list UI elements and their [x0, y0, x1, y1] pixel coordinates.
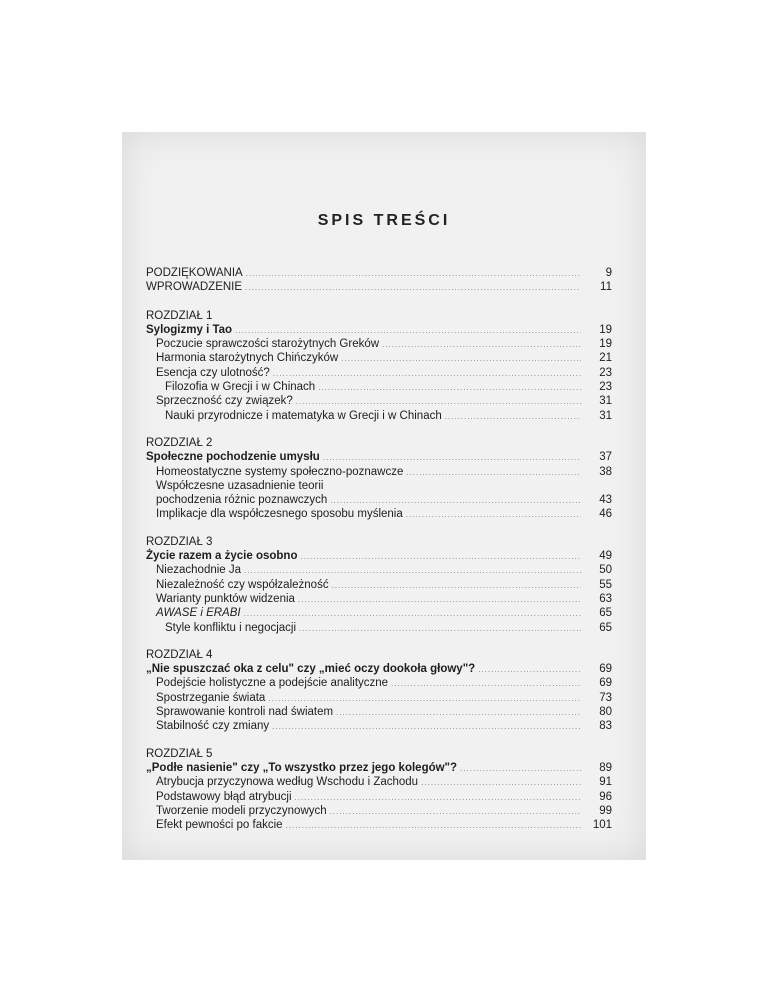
toc-entry-title: Sprawowanie kontroli nad światem: [156, 706, 334, 719]
toc-entry-title: Harmonia starożytnych Chińczyków: [156, 352, 339, 365]
toc-leader: [272, 720, 581, 734]
toc-entry[interactable]: [146, 479, 612, 493]
toc-chapter-title[interactable]: [146, 549, 612, 563]
toc-entry-page: 101: [592, 819, 612, 832]
toc-leader: [391, 677, 581, 691]
toc-entry[interactable]: [146, 351, 612, 365]
table-of-contents: [146, 266, 612, 832]
toc-leader: [244, 564, 581, 578]
toc-leader: [460, 762, 581, 776]
toc-leader: [299, 622, 581, 636]
chapter-section: [146, 535, 612, 635]
toc-entry-page: 23: [599, 366, 612, 379]
toc-entry-title: Tworzenie modeli przyczynowych: [156, 804, 327, 817]
chapter-section: [146, 436, 612, 522]
toc-entry-title: Atrybucja przyczynowa według Wschodu i Zachodu: [156, 776, 419, 789]
toc-leader: [382, 338, 581, 352]
chapter-section: [146, 747, 612, 833]
toc-leader: [300, 550, 581, 564]
toc-leader: [330, 494, 581, 508]
toc-leader: [406, 466, 581, 480]
toc-leader: [245, 281, 581, 295]
toc-entry-title: Spostrzeganie świata: [156, 691, 266, 704]
toc-entry-page: 46: [599, 508, 612, 521]
toc-entry-page: 83: [599, 720, 612, 733]
toc-leader: [332, 579, 581, 593]
toc-entry[interactable]: [146, 507, 612, 521]
toc-entry-title: Podstawowy błąd atrybucji: [156, 790, 292, 803]
toc-entry[interactable]: [146, 804, 612, 818]
toc-entry-page: 19: [599, 323, 612, 336]
toc-entry-page: 49: [599, 550, 612, 563]
toc-entry-page: 11: [600, 281, 612, 294]
toc-entry-page: 37: [599, 451, 612, 464]
toc-entry-title: AWASE i ERABI: [156, 607, 241, 620]
toc-entry[interactable]: [146, 705, 612, 719]
toc-entry[interactable]: [146, 337, 612, 351]
toc-entry-title: Współczesne uzasadnienie teorii: [156, 479, 324, 492]
toc-entry-title: Filozofia w Grecji i w Chinach: [165, 381, 316, 394]
toc-entry[interactable]: [146, 818, 612, 832]
toc-leader: [295, 791, 581, 805]
page-title: SPIS TREŚCI: [317, 212, 451, 229]
toc-chapter-title[interactable]: [146, 761, 612, 775]
toc-entry[interactable]: [146, 606, 612, 620]
toc-entry-page: 50: [599, 564, 612, 577]
toc-leader: [298, 593, 581, 607]
toc-chapter-title[interactable]: [146, 450, 612, 464]
chapter-section: [146, 648, 612, 734]
toc-entry-title: Warianty punktów widzenia: [156, 592, 295, 605]
toc-entry-title: „Nie spuszczać oka z celu" czy „mieć oczy dookoła głowy"?: [146, 663, 476, 676]
toc-entry-title: Niezależność czy współzależność: [156, 578, 329, 591]
toc-leader: [235, 324, 581, 338]
toc-leader: [421, 776, 581, 790]
toc-entry[interactable]: [146, 394, 612, 408]
toc-entry[interactable]: [146, 719, 612, 733]
toc-entry-page: 9: [605, 267, 612, 279]
toc-entry-page: 69: [599, 663, 612, 676]
toc-entry-page: 43: [599, 494, 612, 507]
chapter-heading: ROZDZIAŁ 2: [146, 436, 213, 449]
toc-entry-title: Podejście holistyczne a podejście analityczne: [156, 677, 389, 690]
toc-leader: [296, 395, 581, 409]
toc-entry[interactable]: [146, 493, 612, 507]
toc-entry-page: 23: [599, 381, 612, 394]
toc-entry[interactable]: [146, 266, 612, 280]
toc-entry-page: 65: [599, 621, 612, 634]
toc-leader: [341, 352, 581, 366]
toc-entry-title: Nauki przyrodnicze i matematyka w Grecji i w Chinach: [165, 409, 442, 422]
toc-leader: [246, 267, 581, 281]
toc-entry[interactable]: [146, 409, 612, 423]
toc-entry-title: Efekt pewności po fakcie: [156, 819, 283, 832]
toc-entry-title: WPROWADZENIE: [146, 281, 243, 294]
toc-entry-page: 55: [599, 578, 612, 591]
chapter-heading: ROZDZIAŁ 5: [146, 747, 213, 760]
toc-entry[interactable]: [146, 563, 612, 577]
toc-entry[interactable]: [146, 775, 612, 789]
toc-entry-title: Style konfliktu i negocjacji: [165, 621, 297, 634]
chapter-section: [146, 309, 612, 423]
toc-leader: [336, 706, 581, 720]
toc-leader: [445, 410, 581, 424]
toc-leader: [330, 805, 581, 819]
toc-entry-page: 91: [599, 776, 612, 789]
toc-entry-page: 65: [599, 607, 612, 620]
toc-entry-title: Stabilność czy zmiany: [156, 720, 270, 733]
toc-leader: [318, 381, 581, 395]
toc-entry-title: „Podłe nasienie" czy „To wszystko przez jego kolegów"?: [146, 761, 458, 774]
toc-entry[interactable]: [146, 380, 612, 394]
toc-leader: [323, 451, 581, 465]
chapter-heading: ROZDZIAŁ 4: [146, 648, 213, 661]
toc-entry[interactable]: [146, 790, 612, 804]
chapter-heading: ROZDZIAŁ 3: [146, 535, 213, 548]
toc-chapter-title[interactable]: [146, 323, 612, 337]
toc-entry[interactable]: [146, 366, 612, 380]
toc-leader: [268, 692, 581, 706]
toc-entry-page: 80: [599, 706, 612, 719]
toc-leader: [244, 607, 581, 621]
toc-entry[interactable]: [146, 280, 612, 294]
toc-entry-page: 19: [599, 338, 612, 351]
toc-entry-page: 89: [599, 761, 612, 774]
toc-entry-page: 21: [599, 352, 612, 365]
toc-entry-title: Poczucie sprawczości starożytnych Greków: [156, 338, 380, 351]
toc-entry-title: Życie razem a życie osobno: [146, 550, 298, 563]
toc-entry-page: 99: [599, 804, 612, 817]
toc-entry[interactable]: [146, 465, 612, 479]
toc-entry-title: Sylogizmy i Tao: [146, 323, 233, 336]
toc-entry-title: Implikacje dla współczesnego sposobu myślenia: [156, 508, 403, 521]
toc-entry-title: Sprzeczność czy związek?: [156, 395, 293, 408]
toc-entry[interactable]: [146, 691, 612, 705]
chapter-list: [146, 309, 612, 833]
toc-leader: [286, 819, 581, 833]
toc-leader: [478, 663, 581, 677]
toc-entry[interactable]: [146, 621, 612, 635]
toc-entry-page: 73: [599, 691, 612, 704]
toc-entry-page: 38: [599, 465, 612, 478]
toc-entry-title: Niezachodnie Ja: [156, 564, 242, 577]
toc-chapter-title[interactable]: [146, 662, 612, 676]
toc-entry[interactable]: [146, 592, 612, 606]
toc-entry-page: 96: [599, 790, 612, 803]
toc-leader: [406, 508, 581, 522]
toc-entry-page: 31: [599, 395, 612, 408]
toc-entry-page: 31: [599, 409, 612, 422]
toc-entry-title: Homeostatyczne systemy społeczno-poznawcze: [156, 465, 404, 478]
toc-entry-title: Esencja czy ulotność?: [156, 366, 270, 379]
toc-entry-title: PODZIĘKOWANIA: [146, 267, 243, 279]
toc-entry-title: Społeczne pochodzenie umysłu: [146, 451, 320, 464]
toc-entry[interactable]: [146, 578, 612, 592]
chapter-heading: ROZDZIAŁ 1: [146, 309, 213, 322]
toc-entry-title: pochodzenia różnic poznawczych: [156, 494, 328, 507]
toc-entry-page: 69: [599, 677, 612, 690]
toc-entry[interactable]: [146, 676, 612, 690]
toc-entry-page: 63: [599, 592, 612, 605]
toc-leader: [273, 367, 581, 381]
